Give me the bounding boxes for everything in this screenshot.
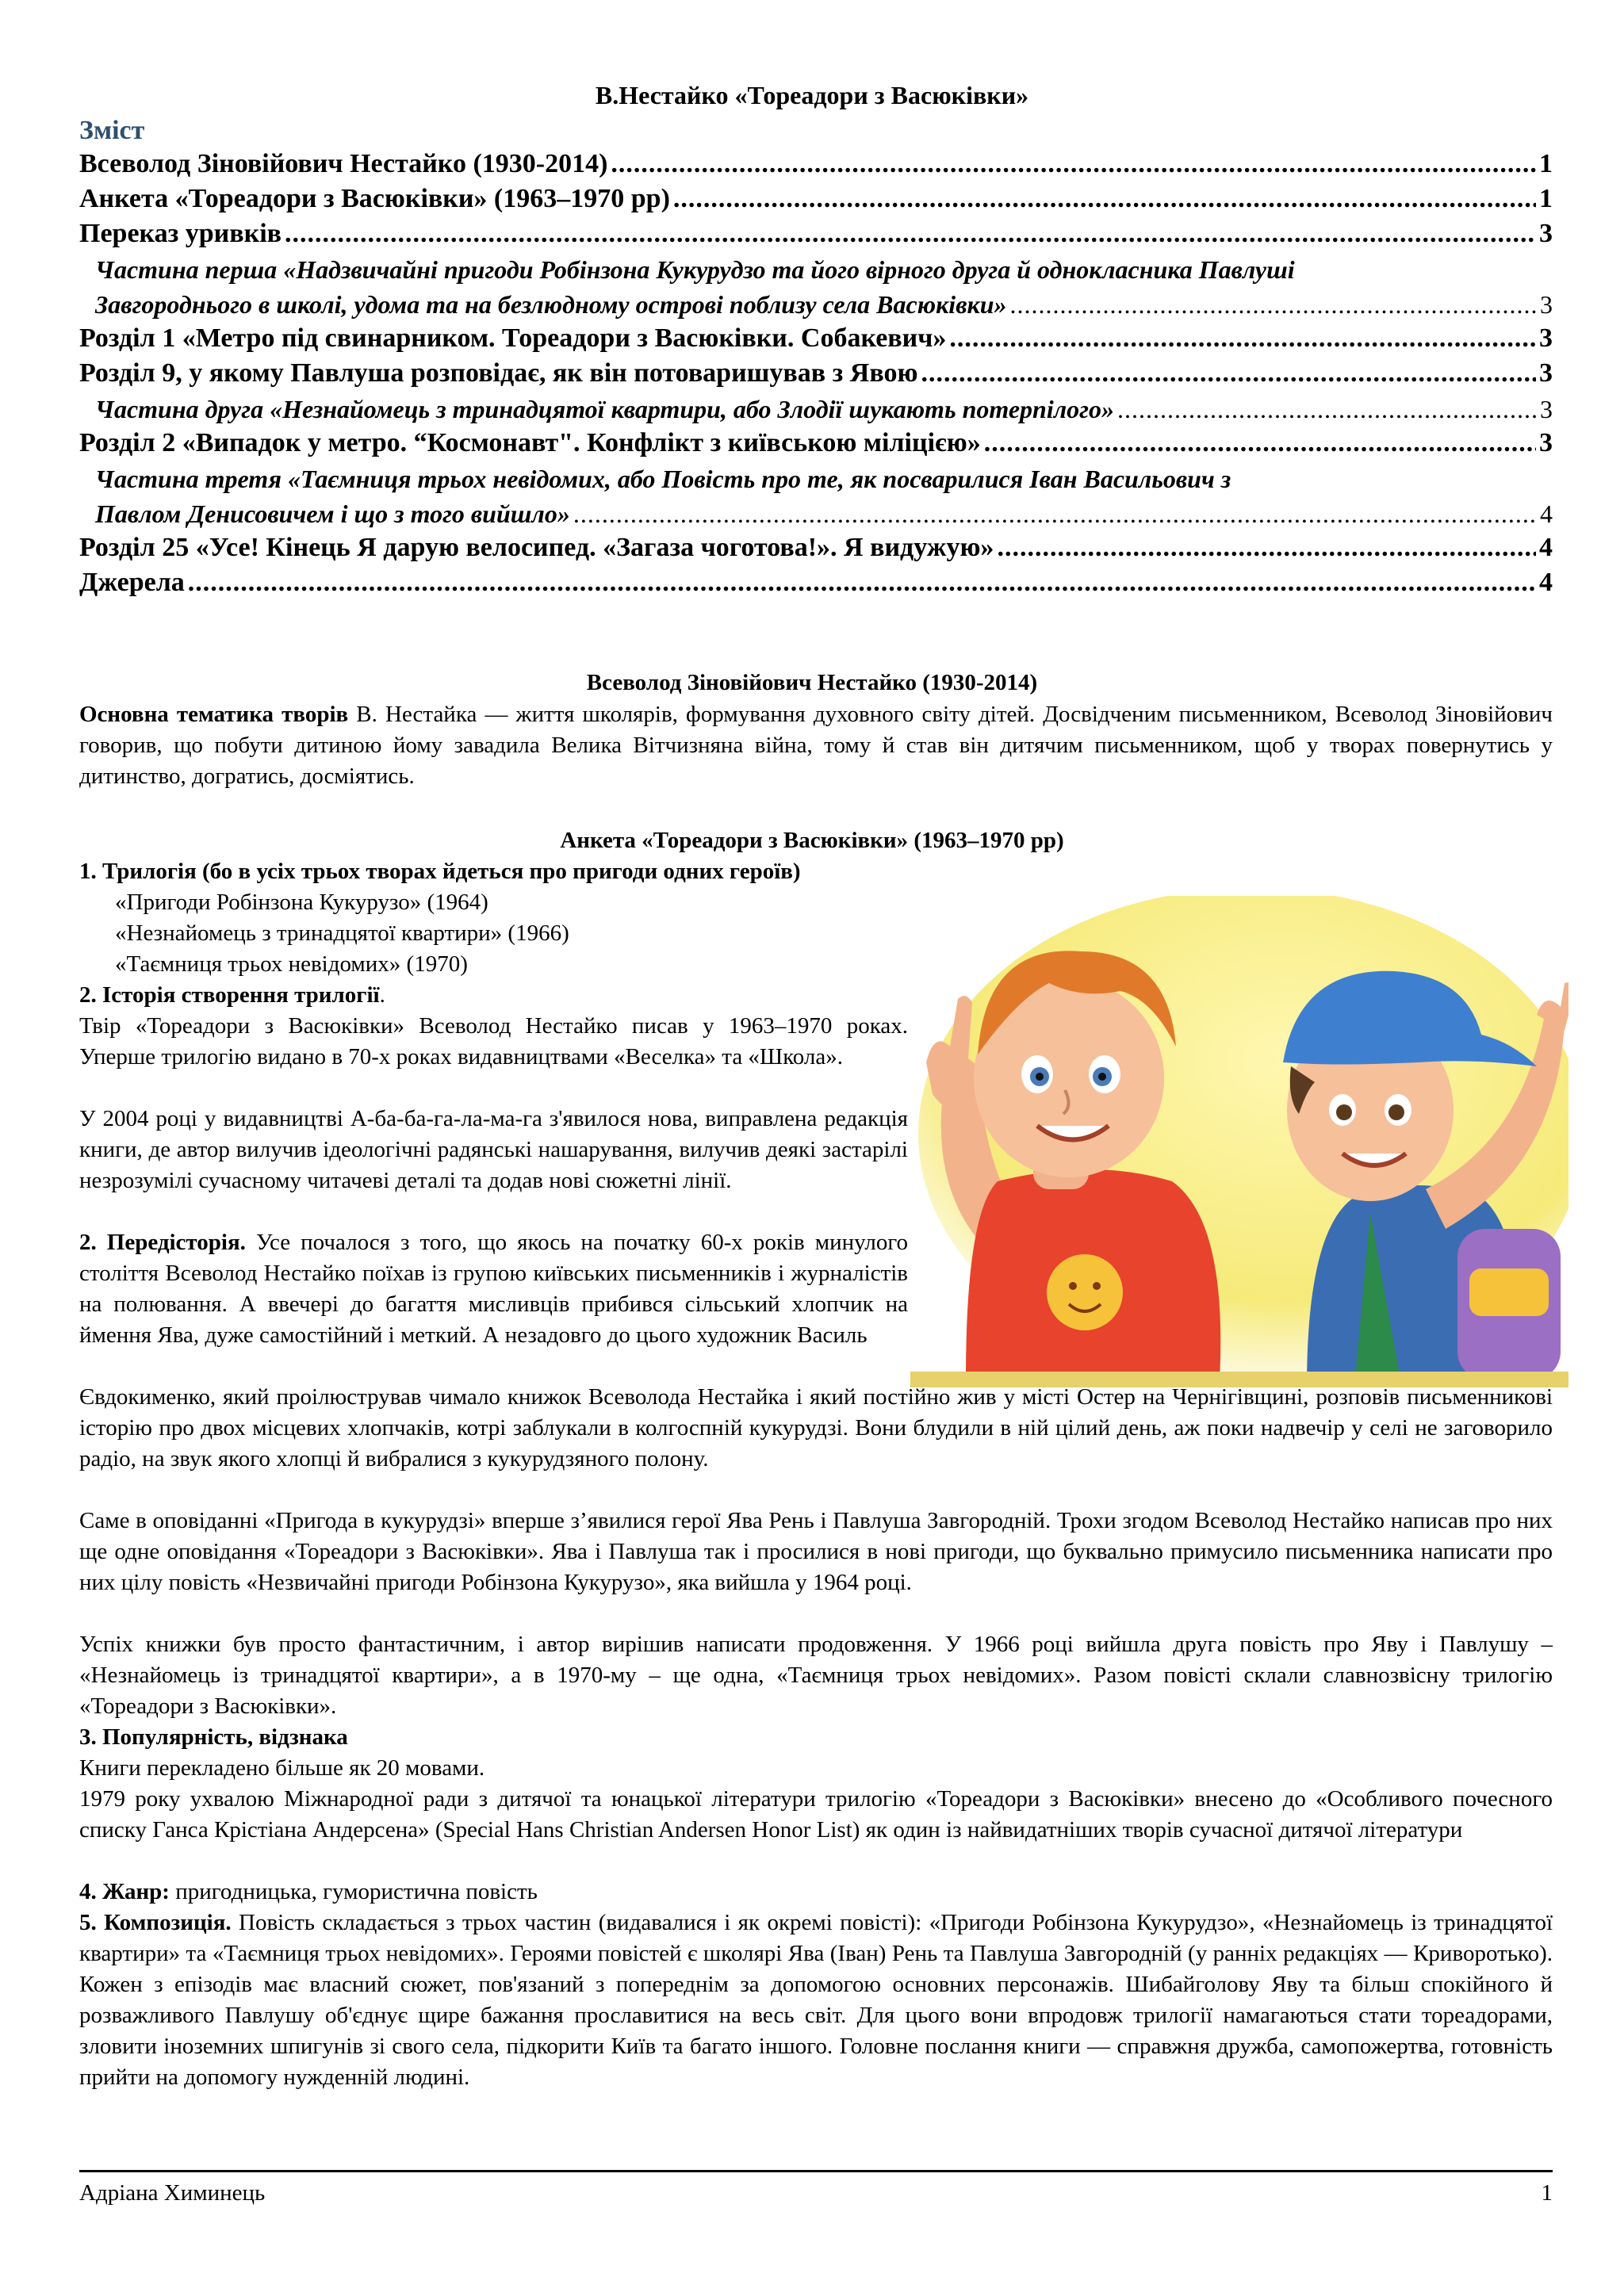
bio-text: В. Нестайка — життя школярів, формування духовного світу дітей. Досвідченим письменником, Всеволод Зіновійович говорив, що побути дитиною йому завадила Велика Вітчизняна війна, тому й став він дитячим письменником, щоб у творах повернутись у дитинство, догратись, досміятись. [79, 702, 1553, 789]
popularity-paragraph-2: 1979 року ухвалою Міжнародної ради з дитячої та юнацької літератури трилогію «Тореадори з Васюківки» внесено до «Особливого почесного списку Ганса Крістіана Андерсена» (Special Hans Christian Andersen Honor List) як один із найвидатніших творів сучасної дитячої літератури [79, 1786, 1553, 1843]
toc-leader [984, 427, 1536, 460]
toc-sub-line: Завгороднього в школі, удома та на безлюдному острові поблизу села Васюківки» [95, 290, 1007, 319]
toc-entry[interactable] [79, 322, 1553, 355]
toc-leader [921, 357, 1536, 390]
toc-entry-page: 1 [1539, 149, 1553, 178]
footer-author: Адріана Химинець [79, 2180, 266, 2206]
genre-text: пригодницька, гумористична повість [169, 1879, 538, 1904]
toc-entry-text: Розділ 25 «Усе! Кінець Я дарую велосипед. «Загаза чоготова!». Я видужую» [79, 533, 994, 562]
section-1-title: 1. Трилогія (бо в усіх трьох творах йдеться про пригоди одних героїв) [79, 859, 801, 884]
section-2-title [79, 980, 908, 1011]
toc-leader [673, 182, 1536, 216]
popularity-paragraph-1: Книги перекладено більше як 20 мовами. [79, 1755, 485, 1781]
section-2-title-tail: . [379, 982, 385, 1008]
toc-entry[interactable] [79, 147, 1553, 181]
toc-entry-text: Розділ 1 «Метро під свинарником. Тореадори з Васюківки. Собакевич» [79, 323, 947, 353]
toc-leader [1117, 392, 1537, 427]
toc-entry-text: Анкета «Тореадори з Васюківки» (1963–1970 рр) [79, 184, 670, 213]
toc-sub-line: Частина третя «Таємниця трьох невідомих, або Повість про те, як посварилися Іван Васильович з [95, 465, 1231, 493]
toc-entry-page: 3 [1540, 290, 1553, 319]
bio-lead: Основна тематика творів [79, 702, 349, 727]
bio-paragraph [79, 699, 1553, 792]
toc-sub-line: Частина перша «Надзвичайні пригоди Робінзона Кукурудзо та його вірного друга й однокласника Павлуші [95, 255, 1295, 284]
toc-leader [949, 322, 1536, 355]
document-title: В.Нестайко «Тореадори з Васюківки» [595, 81, 1029, 109]
bio-heading: Всеволод Зіновійович Нестайко (1930-2014) [586, 670, 1038, 695]
toc-entry[interactable] [79, 357, 1553, 390]
toc-entry-page: 1 [1539, 184, 1553, 213]
toc-leader [611, 147, 1536, 181]
toc-entry-page: 3 [1539, 323, 1553, 353]
section-5-title: 5. Композиція. [79, 1910, 232, 1935]
toc-sub-entry[interactable] [95, 461, 1553, 531]
toc-entry-page: 3 [1539, 428, 1553, 457]
toc-entry[interactable] [79, 427, 1553, 460]
toc-entry-text: Розділ 9, у якому Павлуша розповідає, як він потоваришував з Явою [79, 358, 918, 388]
backstory-text: Усе почалося з того, що якось на початку 60-х років минулого століття Всеволод Нестайко поїхав із групою київських письменників і журналістів на полювання. А ввечері до багаття мисливців прибився сільський хлопчик на ймення Ява, дуже самостійний і меткий. А незадовго до цього художник Василь [79, 1230, 909, 1348]
toc-leader [573, 496, 1537, 531]
toc-leader [997, 531, 1536, 564]
trilogy-item: «Таємниця трьох невідомих» (1970) [115, 951, 468, 977]
footer-divider [79, 2170, 1553, 2172]
backstory-paragraph-continued: Євдокименко, який проілюстрував чимало книжок Всеволода Нестайка і який постійно жив у місті Остер на Чернігівщині, розповів письменникові історію про двох місцевих хлопчаків, котрі заблукали в колгоспній кукурудзі. Вони блудили в ній цілий день, аж поки надвечір у селі не заговорило радіо, на звук якого хлопці й вибралися з кукурудзяного полону. [79, 1384, 1553, 1471]
backstory-paragraph-start [79, 1227, 908, 1351]
toc-leader [188, 566, 1536, 599]
page-number: 1 [1541, 2180, 1553, 2206]
toc-leader [1010, 287, 1538, 322]
section-4-title: 4. Жанр: [79, 1879, 170, 1904]
history-paragraph-2: У 2004 році у видавництві А-ба-ба-га-ла-ма-га з'явилося нова, виправлена редакція книги, де автор вилучив ідеологічні радянські нашарування, вилучив деякі застарілі незрозумілі сучасному читачеві деталі та додав нові сюжетні лінії. [79, 1106, 908, 1193]
sun-print [1047, 1254, 1123, 1330]
backstory-paragraph-2: Саме в оповіданні «Пригода в кукурудзі» вперше з’явилися герої Ява Рень і Павлуша Завгородній. Трохи згодом Всеволод Нестайко написав про них ще одне оповідання «Тореадори з Васюківки». Ява і Павлуша так і просилися в нові пригоди, що буквально примусило письменника написати про них цілу повість «Незвичайні пригоди Робінзона Кукурузо», яка вийшла у 1964 році. [79, 1508, 1553, 1595]
toc-sub-entry[interactable] [95, 252, 1553, 322]
toc-heading: Зміст [79, 116, 145, 145]
trilogy-item: «Пригоди Робінзона Кукурузо» (1964) [115, 890, 488, 915]
toc-entry-page: 4 [1540, 499, 1553, 528]
toc-entry-page: 4 [1539, 533, 1553, 562]
backstory-title: 2. Передісторія. [79, 1230, 246, 1255]
toc-entry-text: Переказ уривків [79, 219, 282, 248]
toc-entry-page: 3 [1540, 395, 1553, 423]
toc-entry[interactable] [79, 182, 1553, 216]
toc-sub-line: Частина друга «Незнайомець з тринадцятої квартири, або Злодії шукають потерпілого» [95, 395, 1114, 423]
survey-heading: Анкета «Тореадори з Васюківки» (1963–1970 рр) [560, 828, 1064, 853]
history-paragraph-1: Твір «Тореадори з Васюківки» Всеволод Нестайко писав у 1963–1970 роках. Уперше трилогію видано в 70-х роках видавництвами «Веселка» та «Школа». [79, 1013, 908, 1070]
section-3-title: 3. Популярність, відзнака [79, 1724, 348, 1750]
toc-entry-text: Розділ 2 «Випадок у метро. “Космонавт". Конфлікт з київською міліцією» [79, 428, 981, 457]
toc-sub-entry[interactable] [95, 392, 1553, 427]
toc-entry-text: Джерела [79, 568, 185, 597]
toc-entry[interactable] [79, 566, 1553, 599]
toc-leader [285, 217, 1536, 251]
trilogy-item: «Незнайомець з тринадцятої квартири» (1966) [115, 920, 569, 946]
backstory-paragraph-3: Успіх книжки був просто фантастичним, і автор вирішив написати продовження. У 1966 році вийшла друга повість про Яву і Павлушу – «Незнайомець із тринадцятої квартири», а в 1970-му – ще одна, «Таємниця трьох невідомих». Разом повісті склали славнозвісну трилогію «Тореадори з Васюківки». [79, 1632, 1553, 1719]
composition-text: Повість складається з трьох частин (видавалися і як окремі повісті): «Пригоди Робінзона Кукурудзо», «Незнайомець із тринадцятої квартири» та «Таємниця трьох невідомих». Героями повістей є школярі Ява (Іван) Рень та Павлуша Завгородній (у ранніх редакціях — Криворотько). Кожен з епізодів має власний сюжет, пов'язаний з попереднім за допомогою основних персонажів. Шибайголову Яву та більш спокійного й розважливого Павлушу об'єднує щире бажання прославитися на весь світ. Для цього вони впродовж трилогії намагаються стати тореадорами, зловити іноземних шпигунів зі свого села, підкорити Київ та багато іншого. Головне послання книги — справжня дружба, самопожертва, готовність прийти на допомогу нужденній людині. [79, 1910, 1553, 2090]
composition-paragraph [79, 1908, 1553, 2093]
toc-sub-line: Павлом Денисовичем і що з того вийшло» [95, 499, 570, 528]
toc-entry-page: 4 [1539, 568, 1553, 597]
boys-illustration [910, 896, 1568, 1387]
toc-entry-page: 3 [1539, 358, 1553, 388]
toc-entry[interactable] [79, 531, 1553, 564]
toc-entry-text: Всеволод Зіновійович Нестайко (1930-2014) [79, 149, 608, 178]
toc-entry[interactable] [79, 217, 1553, 251]
toc-entry-page: 3 [1539, 219, 1553, 248]
genre-line [79, 1877, 1553, 1908]
section-2-title-text: 2. Історія створення трилогії [79, 982, 380, 1008]
